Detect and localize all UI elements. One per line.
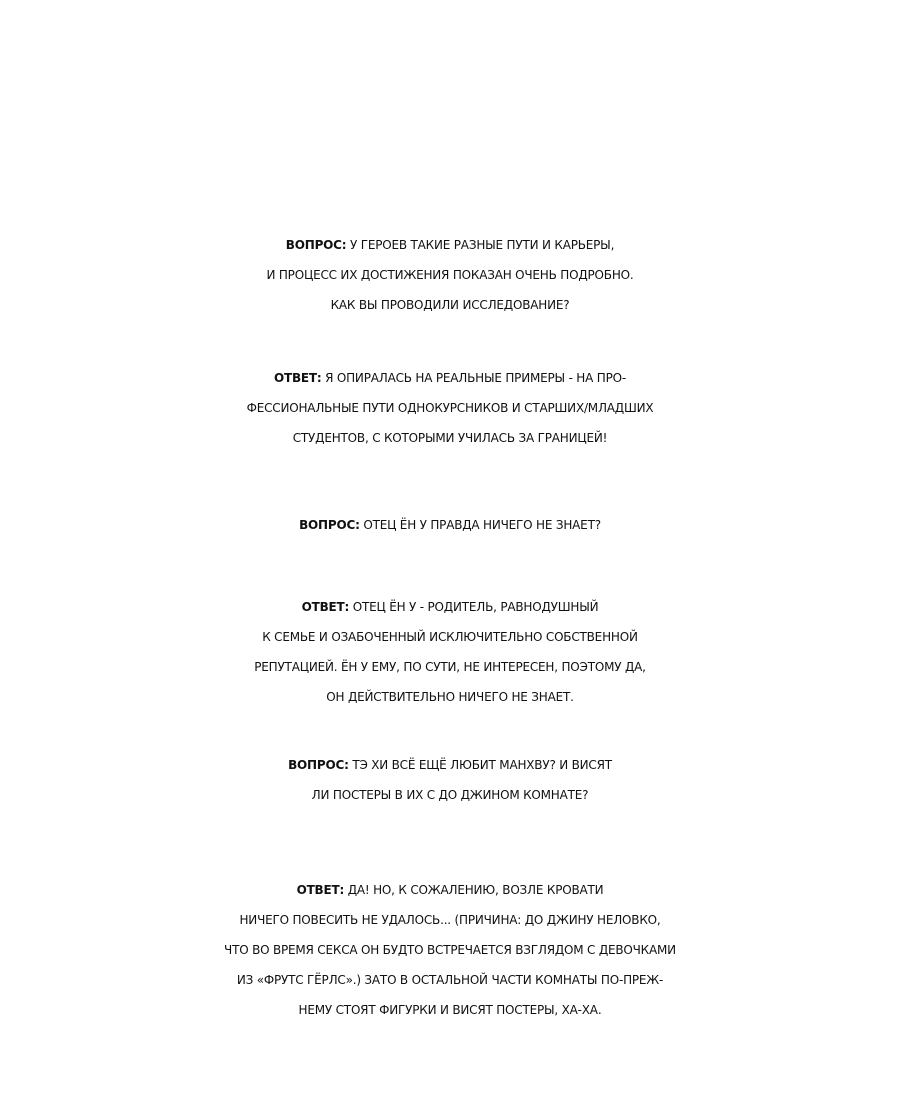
answer-3-line-2: НИЧЕГО ПОВЕСИТЬ НЕ УДАЛОСЬ... (ПРИЧИНА: ДО ДЖИНУ НЕЛОВКО, bbox=[239, 913, 661, 927]
question-2-line-1: ВОПРОС: ОТЕЦ ЁН У ПРАВДА НИЧЕГО НЕ ЗНАЕТ? bbox=[299, 518, 601, 532]
answer-label: ОТВЕТ: bbox=[273, 371, 322, 385]
answer-3-line-4: ИЗ «ФРУТС ГЁРЛС».) ЗАТО В ОСТАЛЬНОЙ ЧАСТИ КОМНАТЫ ПО-ПРЕЖ- bbox=[236, 973, 664, 987]
answer-3-line-3: ЧТО ВО ВРЕМЯ СЕКСА ОН БУДТО ВСТРЕЧАЕТСЯ ВЗГЛЯДОМ С ДЕВОЧКАМИ bbox=[224, 943, 676, 957]
answer-label: ОТВЕТ: bbox=[296, 883, 345, 897]
answer-1-line-1: ОТВЕТ: Я ОПИРАЛАСЬ НА РЕАЛЬНЫЕ ПРИМЕРЫ - НА ПРО- bbox=[273, 371, 626, 385]
question-1-line-2: И ПРОЦЕСС ИХ ДОСТИЖЕНИЯ ПОКАЗАН ОЧЕНЬ ПОДРОБНО. bbox=[266, 268, 634, 282]
answer-1-line-3: СТУДЕНТОВ, С КОТОРЫМИ УЧИЛАСЬ ЗА ГРАНИЦЕЙ! bbox=[292, 431, 608, 445]
question-label: ВОПРОС: bbox=[299, 518, 360, 532]
answer-2-line-4: ОН ДЕЙСТВИТЕЛЬНО НИЧЕГО НЕ ЗНАЕТ. bbox=[326, 690, 574, 704]
answer-3 bbox=[0, 875, 900, 1025]
answer-1 bbox=[0, 363, 900, 453]
question-label: ВОПРОС: bbox=[285, 238, 347, 252]
answer-2 bbox=[0, 592, 900, 712]
question-1 bbox=[0, 230, 900, 320]
answer-3-line-1: ОТВЕТ: ДА! НО, К СОЖАЛЕНИЮ, ВОЗЛЕ КРОВАТИ bbox=[296, 883, 604, 897]
answer-2-line-1: ОТВЕТ: ОТЕЦ ЁН У - РОДИТЕЛЬ, РАВНОДУШНЫЙ bbox=[301, 600, 599, 614]
answer-3-line-5: НЕМУ СТОЯТ ФИГУРКИ И ВИСЯТ ПОСТЕРЫ, ХА-ХА. bbox=[298, 1003, 602, 1017]
answer-label: ОТВЕТ: bbox=[301, 600, 350, 614]
answer-1-line-2: ФЕССИОНАЛЬНЫЕ ПУТИ ОДНОКУРСНИКОВ И СТАРШИХ/МЛАДШИХ bbox=[246, 401, 654, 415]
question-2 bbox=[0, 510, 900, 540]
question-3-line-2: ЛИ ПОСТЕРЫ В ИХ С ДО ДЖИНОМ КОМНАТЕ? bbox=[311, 788, 589, 802]
question-3-line-1: ВОПРОС: ТЭ ХИ ВСЁ ЕЩЁ ЛЮБИТ МАНХВУ? И ВИСЯТ bbox=[288, 758, 612, 772]
question-label: ВОПРОС: bbox=[288, 758, 349, 772]
answer-2-line-3: РЕПУТАЦИЕЙ. ЁН У ЕМУ, ПО СУТИ, НЕ ИНТЕРЕСЕН, ПОЭТОМУ ДА, bbox=[254, 660, 646, 674]
question-1-line-3: КАК ВЫ ПРОВОДИЛИ ИССЛЕДОВАНИЕ? bbox=[330, 298, 570, 312]
question-1-line-1: ВОПРОС: У ГЕРОЕВ ТАКИЕ РАЗНЫЕ ПУТИ И КАРЬЕРЫ, bbox=[285, 238, 615, 252]
answer-2-line-2: К СЕМЬЕ И ОЗАБОЧЕННЫЙ ИСКЛЮЧИТЕЛЬНО СОБСТВЕННОЙ bbox=[262, 630, 638, 644]
question-3 bbox=[0, 750, 900, 810]
